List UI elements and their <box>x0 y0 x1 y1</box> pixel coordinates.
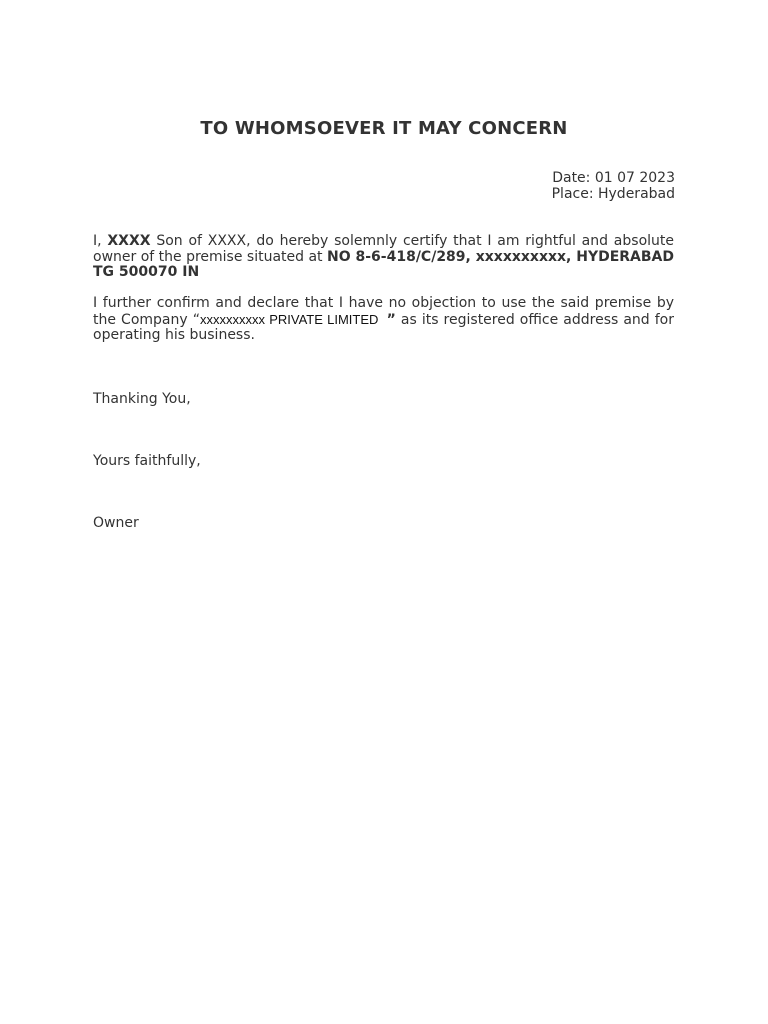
closing-quote: ” <box>386 311 396 328</box>
declaration-paragraph <box>93 296 674 344</box>
para2-text-before: I further confirm and declare that I have no objection to use the said premise by the Company “ <box>93 295 674 328</box>
signatory-line: Owner <box>93 515 139 531</box>
certification-paragraph <box>93 234 674 281</box>
thanking-line: Thanking You, <box>93 391 191 407</box>
owner-name: XXXX <box>107 233 151 249</box>
date-line: Date: 01 07 2023 <box>552 170 675 186</box>
document-title: TO WHOMSOEVER IT MAY CONCERN <box>200 118 568 139</box>
company-name: xxxxxxxxxx PRIVATE LIMITED <box>199 311 383 327</box>
para1-text: Son of XXXX, do hereby solemnly certify that I am rightful and absolute owner of the premise situated at <box>93 233 674 265</box>
para1-prefix: I, <box>93 233 108 249</box>
date-place-block <box>552 170 675 202</box>
para2-text-after: as its registered office address and for operating his business. <box>93 311 674 343</box>
sign-off-line: Yours faithfully, <box>93 453 201 469</box>
premise-address: NO 8-6-418/C/289, xxxxxxxxxx, HYDERABAD TG 500070 IN <box>93 248 675 280</box>
place-line: Place: Hyderabad <box>551 186 675 202</box>
